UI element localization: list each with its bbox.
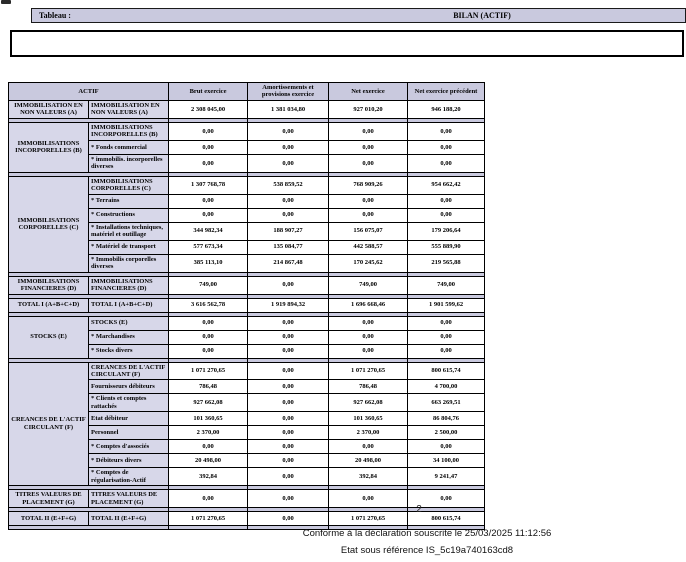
cell-value: 170 245,62	[329, 254, 408, 272]
cell-value: 101 360,65	[329, 412, 408, 426]
row-group-label: CREANCES DE L'ACTIF CIRCULANT (F)	[9, 362, 89, 486]
row-label: * Installations techniques, matériel et outillage	[89, 222, 169, 240]
row-label: * Débiteurs divers	[89, 454, 169, 468]
cell-value: 20 498,00	[169, 454, 248, 468]
cell-value: 188 907,27	[248, 222, 329, 240]
cell-value: 0,00	[248, 512, 329, 526]
cell-value: 0,00	[248, 362, 329, 380]
cell-value: 0,00	[169, 344, 248, 358]
cell-value: 555 889,90	[408, 240, 485, 254]
cell-value: 0,00	[248, 316, 329, 330]
cell-value: 1 071 270,65	[169, 362, 248, 380]
row-label: Fournisseurs débiteurs	[89, 380, 169, 394]
col-header-actif: ACTIF	[9, 83, 169, 101]
cell-value: 0,00	[169, 208, 248, 222]
col-header-brut: Brut exercice	[169, 83, 248, 101]
row-group-label: TOTAL I (A+B+C+D)	[9, 298, 89, 312]
row-group-label: IMMOBILISATIONS FINANCIERES (D)	[9, 276, 89, 294]
scan-artifact	[1, 0, 11, 4]
cell-value: 0,00	[169, 490, 248, 508]
cell-value: 0,00	[329, 490, 408, 508]
cell-value: 0,00	[248, 440, 329, 454]
col-header-amortissements: Amortissements et provisions exercice	[248, 83, 329, 101]
cell-value: 1 696 668,46	[329, 298, 408, 312]
cell-value: 0,00	[248, 194, 329, 208]
cell-value: 0,00	[169, 154, 248, 172]
row-label: TOTAL I (A+B+C+D)	[89, 298, 169, 312]
cell-value: 0,00	[329, 440, 408, 454]
cell-value: 101 360,65	[169, 412, 248, 426]
cell-value: 86 804,76	[408, 412, 485, 426]
cell-value: 0,00	[169, 330, 248, 344]
cell-value: 800 615,74	[408, 512, 485, 526]
cell-value: 927 010,20	[329, 100, 408, 118]
cell-value: 1 307 768,78	[169, 176, 248, 194]
cell-value: 0,00	[248, 344, 329, 358]
cell-value: 800 615,74	[408, 362, 485, 380]
cell-value: 0,00	[408, 344, 485, 358]
footer-notes	[167, 528, 686, 562]
cell-value: 538 859,52	[248, 176, 329, 194]
row-label: * Marchandises	[89, 330, 169, 344]
row-label: STOCKS (E)	[89, 316, 169, 330]
separator-cell	[9, 526, 169, 530]
cell-value: 344 982,34	[169, 222, 248, 240]
cell-value: 749,00	[329, 276, 408, 294]
cell-value: 786,48	[329, 380, 408, 394]
cell-value: 135 084,77	[248, 240, 329, 254]
cell-value: 0,00	[408, 140, 485, 154]
cell-value: 3 616 562,78	[169, 298, 248, 312]
row-label: IMMOBILISATIONS INCORPORELLES (B)	[89, 122, 169, 140]
row-label: * Immobilis corporelles diverses	[89, 254, 169, 272]
row-label: IMMOBILISATION EN NON VALEURS (A)	[89, 100, 169, 118]
cell-value: 9 241,47	[408, 468, 485, 486]
cell-value: 0,00	[248, 330, 329, 344]
cell-value: 0,00	[408, 490, 485, 508]
reference-note: Etat sous référence IS_5c19a740163cd8	[340, 545, 514, 556]
row-group-label: TOTAL II (E+F+G)	[9, 512, 89, 526]
row-group-label: IMMOBILISATION EN NON VALEURS (A)	[9, 100, 89, 118]
cell-value: 2 370,00	[329, 426, 408, 440]
table-row	[9, 276, 485, 294]
row-label: CREANCES DE L'ACTIF CIRCULANT (F)	[89, 362, 169, 380]
cell-value: 392,84	[169, 468, 248, 486]
row-group-label: TITRES VALEURS DE PLACEMENT (G)	[9, 490, 89, 508]
cell-value: 0,00	[408, 122, 485, 140]
row-group-label: IMMOBILISATIONS INCORPORELLES (B)	[9, 122, 89, 172]
cell-value: 0,00	[248, 208, 329, 222]
empty-info-box	[10, 30, 684, 57]
table-header-bar	[31, 8, 686, 23]
cell-value: 0,00	[408, 316, 485, 330]
row-group-label: IMMOBILISATIONS CORPORELLES (C)	[9, 176, 89, 272]
cell-value: 0,00	[329, 140, 408, 154]
cell-value: 1 071 270,65	[329, 512, 408, 526]
cell-value: 663 269,51	[408, 394, 485, 412]
cell-value: 0,00	[329, 194, 408, 208]
cell-value: 1 901 599,62	[408, 298, 485, 312]
cell-value: 0,00	[248, 412, 329, 426]
tableau-label: Tableau :	[39, 11, 71, 20]
cell-value: 0,00	[169, 194, 248, 208]
table-row	[9, 122, 485, 140]
row-label: IMMOBILISATIONS FINANCIERES (D)	[89, 276, 169, 294]
cell-value: 2 370,00	[169, 426, 248, 440]
cell-value: 0,00	[329, 122, 408, 140]
cell-value: 1 381 034,80	[248, 100, 329, 118]
cell-value: 392,84	[329, 468, 408, 486]
cell-value: 2 308 045,00	[169, 100, 248, 118]
cell-value: 0,00	[248, 394, 329, 412]
cell-value: 442 588,57	[329, 240, 408, 254]
cell-value: 0,00	[169, 316, 248, 330]
table-row	[9, 362, 485, 380]
cell-value: 4 700,00	[408, 380, 485, 394]
cell-value: 0,00	[248, 122, 329, 140]
table-row	[9, 100, 485, 118]
cell-value: 0,00	[329, 316, 408, 330]
page-title: BILAN (ACTIF)	[453, 11, 511, 20]
cell-value: 0,00	[169, 140, 248, 154]
cell-value: 156 075,07	[329, 222, 408, 240]
cell-value: 0,00	[248, 490, 329, 508]
cell-value: 0,00	[248, 154, 329, 172]
cell-value: 0,00	[408, 440, 485, 454]
row-label: * immobilis. incorporelles diverses	[89, 154, 169, 172]
total-row	[9, 298, 485, 312]
row-label: * Stocks divers	[89, 344, 169, 358]
cell-value: 385 113,10	[169, 254, 248, 272]
conformity-note: Conforme à la déclaration souscrite le 25/03/2025 11:12:56	[302, 528, 552, 539]
cell-value: 768 909,26	[329, 176, 408, 194]
cell-value: 0,00	[408, 330, 485, 344]
cell-value: 0,00	[329, 330, 408, 344]
table-header-row	[9, 83, 485, 101]
row-group-label: STOCKS (E)	[9, 316, 89, 358]
cell-value: 0,00	[248, 468, 329, 486]
cell-value: 1 919 894,32	[248, 298, 329, 312]
cell-value: 1 071 270,65	[329, 362, 408, 380]
cell-value: 577 673,34	[169, 240, 248, 254]
cell-value: 0,00	[248, 454, 329, 468]
row-label: * Clients et comptes rattachés	[89, 394, 169, 412]
row-label: * Comptes d'associés	[89, 440, 169, 454]
cell-value: 0,00	[169, 440, 248, 454]
cell-value: 0,00	[248, 426, 329, 440]
cell-value: 0,00	[408, 154, 485, 172]
cell-value: 749,00	[169, 276, 248, 294]
page-number: 2	[416, 504, 422, 515]
cell-value: 34 100,00	[408, 454, 485, 468]
col-header-net-precedent: Net exercice précédent	[408, 83, 485, 101]
row-label: * Constructions	[89, 208, 169, 222]
row-label: TOTAL II (E+F+G)	[89, 512, 169, 526]
cell-value: 0,00	[408, 208, 485, 222]
cell-value: 749,00	[408, 276, 485, 294]
cell-value: 946 188,20	[408, 100, 485, 118]
bilan-table-body	[9, 100, 485, 529]
cell-value: 0,00	[329, 154, 408, 172]
row-label: * Terrains	[89, 194, 169, 208]
row-label: Etat débiteur	[89, 412, 169, 426]
row-label: Personnel	[89, 426, 169, 440]
cell-value: 0,00	[248, 276, 329, 294]
row-label: TITRES VALEURS DE PLACEMENT (G)	[89, 490, 169, 508]
col-header-net: Net exercice	[329, 83, 408, 101]
cell-value: 0,00	[169, 122, 248, 140]
cell-value: 219 565,88	[408, 254, 485, 272]
cell-value: 927 662,08	[169, 394, 248, 412]
row-label: * Fonds commercial	[89, 140, 169, 154]
row-label: * Matériel de transport	[89, 240, 169, 254]
cell-value: 0,00	[248, 380, 329, 394]
table-row	[9, 316, 485, 330]
cell-value: 0,00	[329, 344, 408, 358]
table-row	[9, 176, 485, 194]
cell-value: 2 500,00	[408, 426, 485, 440]
cell-value: 1 071 270,65	[169, 512, 248, 526]
row-label: * Comptes de régularisation-Actif	[89, 468, 169, 486]
cell-value: 954 662,42	[408, 176, 485, 194]
cell-value: 20 498,00	[329, 454, 408, 468]
cell-value: 786,48	[169, 380, 248, 394]
cell-value: 927 662,08	[329, 394, 408, 412]
row-label: IMMOBILISATIONS CORPORELLES (C)	[89, 176, 169, 194]
cell-value: 0,00	[408, 194, 485, 208]
bilan-actif-table	[8, 82, 485, 530]
cell-value: 214 867,48	[248, 254, 329, 272]
cell-value: 179 206,64	[408, 222, 485, 240]
cell-value: 0,00	[329, 208, 408, 222]
cell-value: 0,00	[248, 140, 329, 154]
